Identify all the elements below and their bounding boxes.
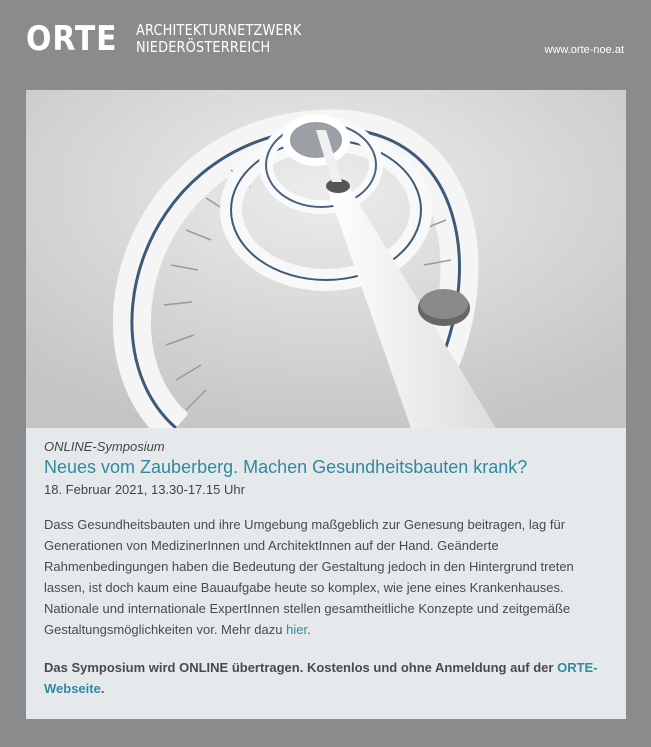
more-info-link[interactable]: hier (286, 622, 308, 637)
event-description (44, 514, 608, 640)
hero-image (26, 90, 626, 428)
site-url-link[interactable]: www.orte-noe.at (544, 44, 624, 56)
header (0, 0, 651, 90)
broadcast-note (44, 657, 608, 699)
note-period: . (100, 681, 105, 696)
description-period: . (307, 622, 311, 637)
event-panel (26, 428, 626, 719)
event-description-text: Dass Gesundheitsbauten und ihre Umgebung maßgeblich zur Genesung beitragen, lag für Generationen von MedizinerInnen und ArchitektInnen auf der Hand. Geänderte Rahmenbedingungen haben die Bedeutung der Gestaltung jedoch in den Hintergrund treten lassen, ist doch kaum eine Bauaufgabe heute so komplex, wie jene eines Krankenhauses. Nationale und internationale ExpertInnen stellen gesamtheitliche Konzepte und zeitgemäße Gestaltungsmöglichkeiten vor. Mehr dazu (44, 517, 574, 637)
logo-word: ORTE (26, 19, 118, 59)
logo-subtitle (136, 22, 302, 56)
logo-line-2: NIEDERÖSTERREICH (135, 38, 271, 56)
event-date: 18. Februar 2021, 13.30-17.15 Uhr (44, 482, 245, 497)
staircase-image (26, 90, 626, 428)
orte-website-link[interactable]: ORTE-Webseite (44, 660, 598, 696)
event-kicker: ONLINE-Symposium (44, 439, 165, 454)
orte-logo[interactable] (26, 19, 328, 59)
logo-line-1: ARCHITEKTURNETZWERK (135, 21, 302, 39)
event-title[interactable]: Neues vom Zauberberg. Machen Gesundheitsbauten krank? (44, 457, 528, 477)
broadcast-note-text: Das Symposium wird ONLINE übertragen. Kostenlos und ohne Anmeldung auf der (44, 660, 554, 675)
